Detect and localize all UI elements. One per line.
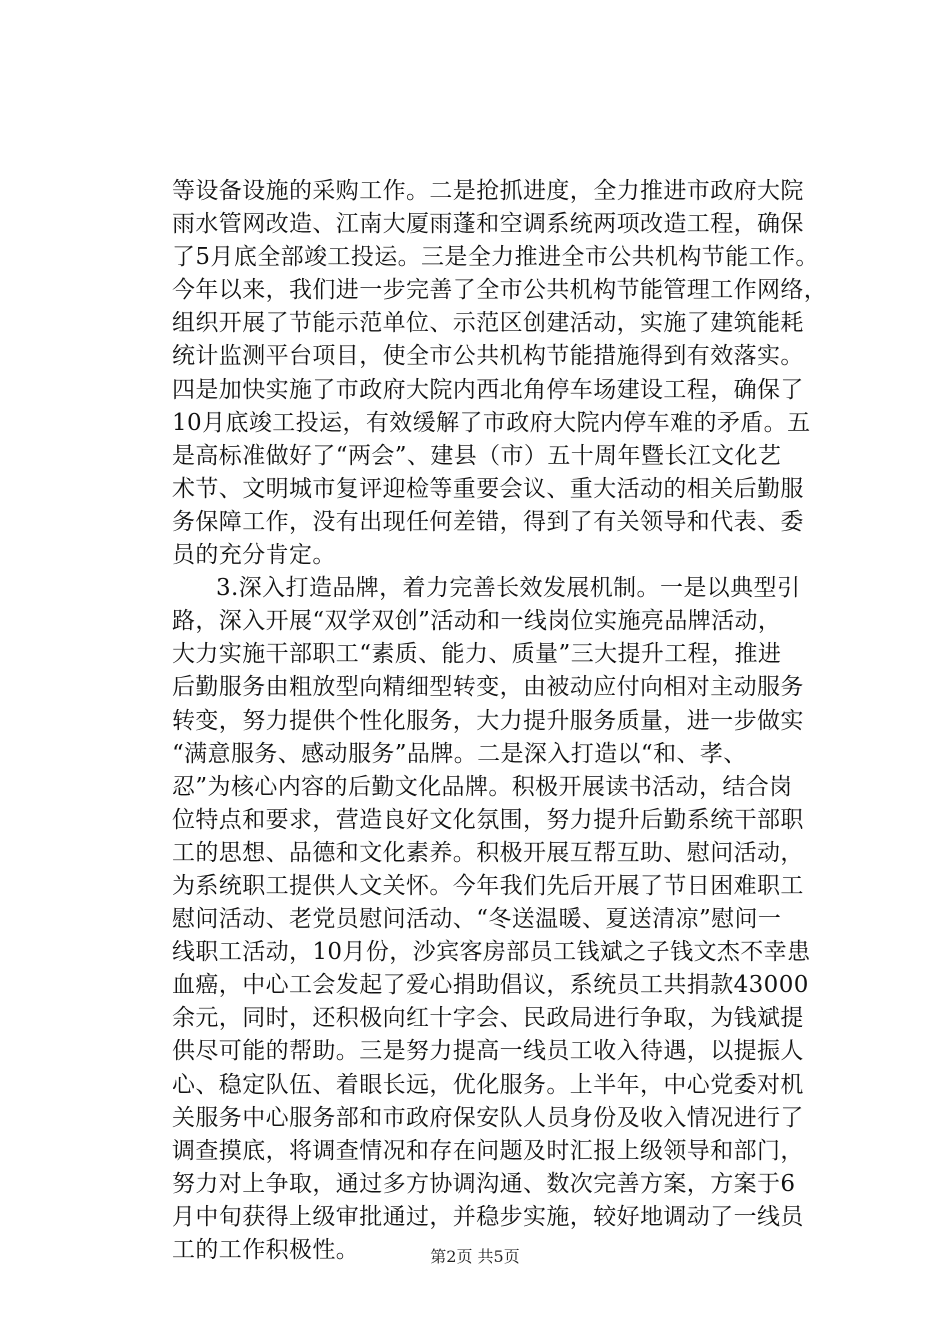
paragraph-start-line: 3.深入打造品牌，着力完善长效发展机制。一是以典型引 — [216, 575, 801, 602]
text-line: 术节、文明城市复评迎检等重要会议、重大活动的相关后勤服 — [172, 475, 804, 502]
text-line: 是高标准做好了“两会”、建县（市）五十周年暨长江文化艺 — [172, 442, 782, 469]
text-line: 了5月底全部竣工投运。三是全力推进全市公共机构节能工作。 — [172, 244, 819, 271]
text-line: 统计监测平台项目，使全市公共机构节能措施得到有效落实。 — [172, 343, 804, 370]
text-line: 组织开展了节能示范单位、示范区创建活动，实施了建筑能耗 — [172, 310, 804, 337]
text-line: 慰问活动、老党员慰问活动、“冬送温暖、夏送清凉”慰问一 — [172, 906, 782, 933]
text-line: 雨水管网改造、江南大厦雨蓬和空调系统两项改造工程，确保 — [172, 211, 804, 238]
text-line: 路，深入开展“双学双创”活动和一线岗位实施亮品牌活动， — [172, 608, 782, 635]
text-line: 后勤服务由粗放型向精细型转变，由被动应付向相对主动服务 — [172, 674, 804, 701]
page-number-label: 第2页 共5页 — [430, 1247, 520, 1266]
text-line: 务保障工作，没有出现任何差错，得到了有关领导和代表、委 — [172, 508, 804, 535]
text-line: 血癌，中心工会发起了爱心捐助倡议，系统员工共捐款43000 — [172, 972, 809, 999]
text-line: 心、稳定队伍、着眼长远，优化服务。上半年，中心党委对机 — [172, 1071, 804, 1098]
text-line: 10月底竣工投运，有效缓解了市政府大院内停车难的矛盾。五 — [172, 409, 811, 436]
text-line: 线职工活动，10月份，沙宾客房部员工钱斌之子钱文杰不幸患 — [172, 939, 811, 966]
text-line: 转变，努力提供个性化服务，大力提升服务质量，进一步做实 — [172, 707, 804, 734]
body-text — [172, 175, 832, 1267]
text-line: 调查摸底，将调查情况和存在问题及时汇报上级领导和部门， — [172, 1137, 804, 1164]
text-line: 关服务中心服务部和市政府保安队人员身份及收入情况进行了 — [172, 1104, 804, 1131]
text-line: 工的思想、品德和文化素养。积极开展互帮互助、慰问活动， — [172, 839, 804, 866]
text-line: 忍”为核心内容的后勤文化品牌。积极开展读书活动，结合岗 — [172, 773, 793, 800]
text-line: 员的充分肯定。 — [172, 542, 336, 569]
text-line: 等设备设施的采购工作。二是抢抓进度，全力推进市政府大院 — [172, 178, 804, 204]
text-line: 今年以来，我们进一步完善了全市公共机构节能管理工作网络， — [172, 277, 828, 304]
text-line: 努力对上争取，通过多方协调沟通、数次完善方案，方案于6 — [172, 1170, 796, 1197]
text-line: 四是加快实施了市政府大院内西北角停车场建设工程，确保了 — [172, 376, 804, 403]
page-footer — [0, 1244, 950, 1267]
text-line: 为系统职工提供人文关怀。今年我们先后开展了节日困难职工 — [172, 872, 804, 899]
text-line: 月中旬获得上级审批通过，并稳步实施，较好地调动了一线员 — [172, 1203, 804, 1230]
text-line: “满意服务、感动服务”品牌。二是深入打造以“和、孝、 — [172, 740, 747, 767]
text-line: 供尽可能的帮助。三是努力提高一线员工收入待遇，以提振人 — [172, 1038, 804, 1065]
text-line: 位特点和要求，营造良好文化氛围，努力提升后勤系统干部职 — [172, 806, 804, 833]
text-line: 余元，同时，还积极向红十字会、民政局进行争取，为钱斌提 — [172, 1005, 804, 1032]
text-line: 大力实施干部职工“素质、能力、质量”三大提升工程，推进 — [172, 641, 782, 668]
text-line: 工的工作积极性。 — [172, 1237, 360, 1263]
